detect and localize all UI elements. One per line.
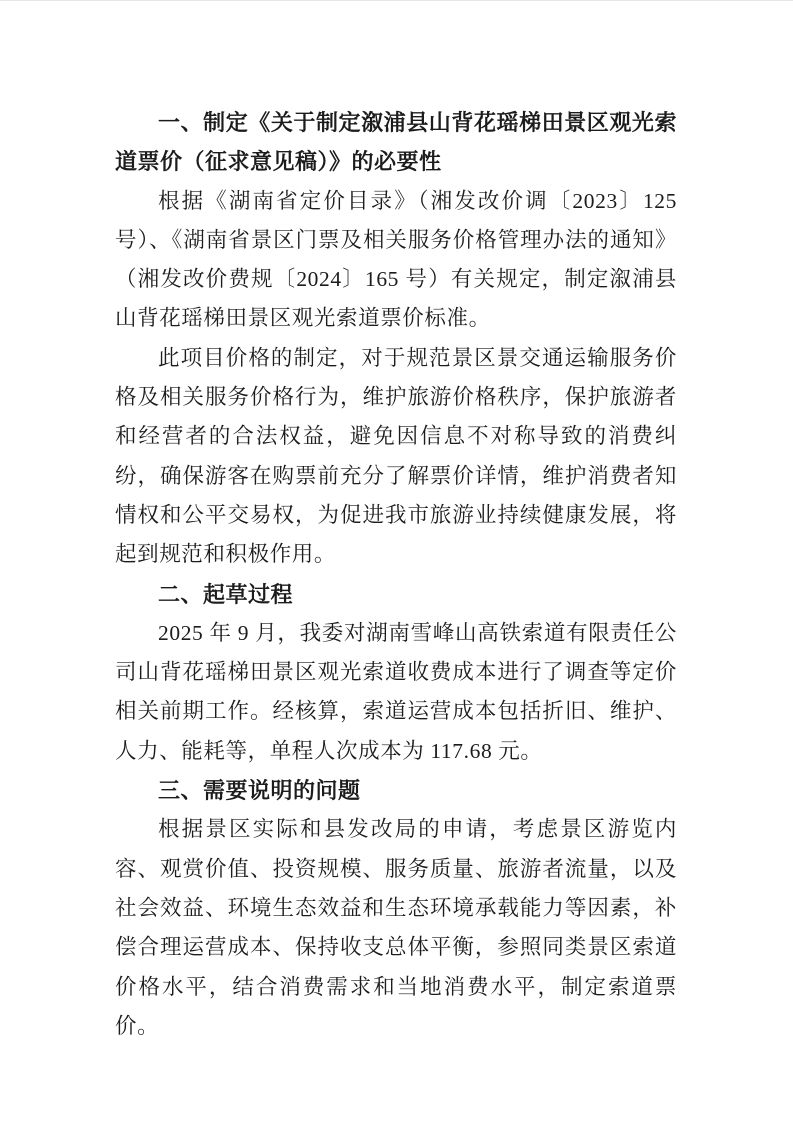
- section-necessity: [115, 103, 677, 575]
- body-paragraph: 根据《湖南省定价目录》（湘发改价调〔2023〕125 号）、《湖南省景区门票及相关服务价格管理办法的通知》（湘发改价费规〔2024〕165 号）有关规定，制定溆浦县山背花瑶梯田景区观光索道票价标准。: [115, 188, 677, 331]
- section-heading: 一、制定《关于制定溆浦县山背花瑶梯田景区观光索道票价（征求意见稿）》的必要性: [115, 110, 677, 175]
- section-heading: 三、需要说明的问题: [158, 778, 361, 804]
- section-heading: 二、起草过程: [158, 581, 294, 607]
- body-paragraph: 此项目价格的制定，对于规范景区景交通运输服务价格及相关服务价格行为，维护旅游价格秩序，保护旅游者和经营者的合法权益，避免因信息不对称导致的消费纠纷，确保游客在购票前充分了解票价详情，维护消费者知情权和公平交易权，为促进我市旅游业持续健康发展，将起到规范和积极作用。: [115, 345, 677, 567]
- section-issues-to-explain: [115, 771, 677, 1046]
- section-drafting-process: [115, 575, 677, 771]
- body-paragraph: 2025 年 9 月，我委对湖南雪峰山高铁索道有限责任公司山背花瑶梯田景区观光索道收费成本进行了调查等定价相关前期工作。经核算，索道运营成本包括折旧、维护、人力、能耗等，单程人次成本为 117.68 元。: [115, 620, 677, 763]
- body-paragraph: 根据景区实际和县发改局的申请，考虑景区游览内容、观赏价值、投资规模、服务质量、旅游者流量，以及社会效益、环境生态效益和生态环境承载能力等因素，补偿合理运营成本、保持收支总体平衡，参照同类景区索道价格水平，结合消费需求和当地消费水平，制定索道票价。: [115, 817, 677, 1038]
